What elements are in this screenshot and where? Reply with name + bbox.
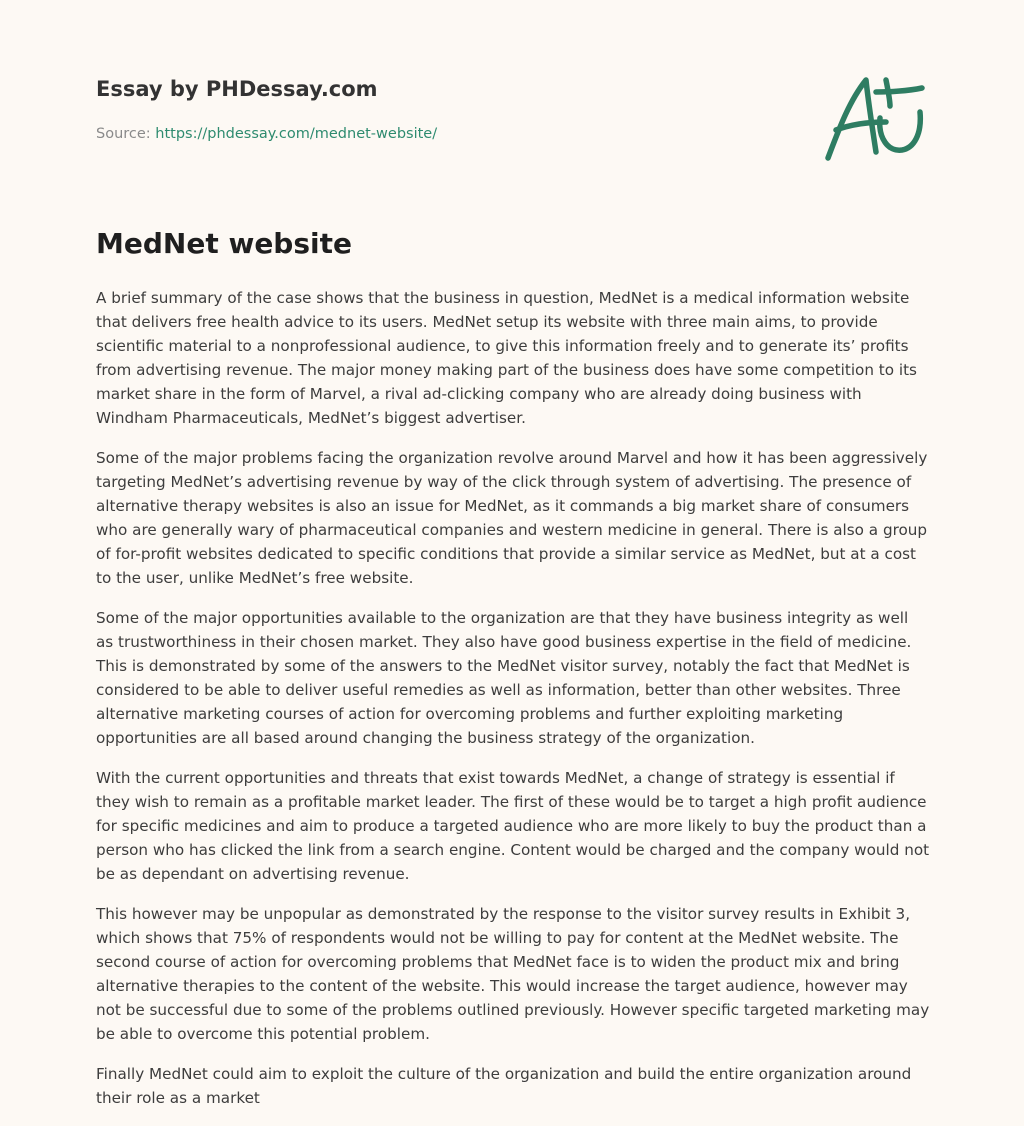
paragraph: Some of the major problems facing the organization revolve around Marvel and how it has been aggressively targeting MedNet’s advertising revenue by way of the click through system of advertising. The presence of alternative therapy websites is also an issue for MedNet, as it commands a big market share of consumers who are generally wary of pharmaceutical companies and western medicine in general. There is also a group of for-profit websites dedicated to specific conditions that provide a similar service as MedNet, but at a cost to the user, unlike MedNet’s free website.	[96, 449, 928, 587]
paragraph: A brief summary of the case shows that the business in question, MedNet is a medical information website that delivers free health advice to its users. MedNet setup its website with three main aims, to provide scientific material to a nonprofessional audience, to give this information freely and to generate its’ profits from advertising revenue. The major money making part of the business does have some competition to its market share in the form of Marvel, a rival ad-clicking company who are already doing business with Windham Pharmaceuticals, MedNet’s biggest advertiser.	[96, 289, 917, 427]
paragraph: Finally MedNet could aim to exploit the culture of the organization and build the entire organization around their role as a market	[96, 1065, 912, 1107]
page-header	[96, 74, 796, 144]
paragraph: This however may be unpopular as demonstrated by the response to the visitor survey results in Exhibit 3, which shows that 75% of respondents would not be willing to pay for content at the MedNet website. The second course of action for overcoming problems that MedNet face is to widen the product mix and bring alternative therapies to the content of the website. This would increase the target audience, however may not be successful due to some of the problems outlined previously. However specific targeted marketing may be able to overcome this potential problem.	[96, 905, 930, 1043]
article-title: MedNet website	[96, 227, 352, 260]
source-label: Source:	[96, 126, 151, 142]
source-line	[96, 124, 796, 144]
site-brand: Essay by PHDessay.com	[96, 77, 378, 101]
article-body	[96, 286, 930, 1126]
paragraph: With the current opportunities and threats that exist towards MedNet, a change of strategy is essential if they wish to remain as a profitable market leader. The first of these would be to target a high profit audience for specific medicines and aim to produce a targeted audience who are more likely to buy the product than a person who has clicked the link from a search engine. Content would be charged and the company would not be as dependant on advertising revenue.	[96, 769, 930, 883]
paragraph: Some of the major opportunities available to the organization are that they have business integrity as well as trustworthiness in their chosen market. They also have good business expertise in the field of medicine. This is demonstrated by some of the answers to the MedNet visitor survey, notably the fact that MedNet is considered to be able to deliver useful remedies as well as information, better than other websites. Three alternative marketing courses of action for overcoming problems and further exploiting marketing opportunities are all based around changing the business strategy of the organization.	[96, 609, 912, 747]
a-plus-grade-icon	[818, 66, 930, 166]
source-link[interactable]: https://phdessay.com/mednet-website/	[155, 126, 438, 142]
